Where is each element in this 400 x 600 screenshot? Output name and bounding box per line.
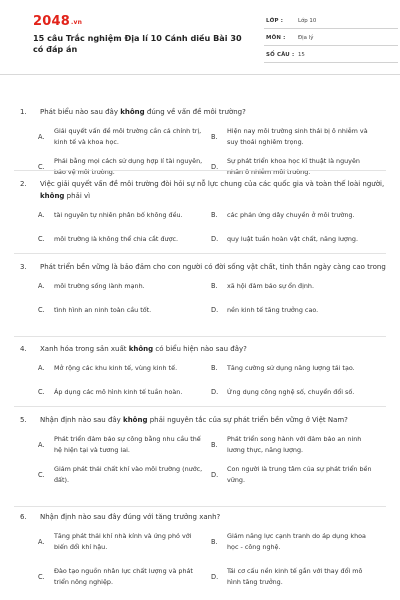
question-text (14, 178, 386, 202)
option-text: Sự phát triển khoa học kĩ thuật là nguyên nhân ô nhiễm môi trường. (227, 157, 360, 176)
option-letter: B. (211, 364, 218, 372)
option-text: Giải quyết vấn đề môi trường cần cả chính trị, kinh tế và khoa học. (54, 127, 202, 146)
option-text: Tăng phát thải khí nhà kính và ứng phó với biến đổi khí hậu. (54, 532, 192, 551)
question-number: 1. (20, 108, 27, 116)
option-letter: C. (38, 388, 45, 396)
question-stem: Nhận định nào sau đây đúng với tăng trưởng xanh? (40, 513, 221, 521)
question-stem: Phát biểu nào sau đây (40, 108, 121, 116)
option-letter: C. (38, 573, 45, 581)
logo-text: 2048 (33, 14, 70, 29)
question-number: 3. (20, 263, 27, 271)
option-text: Phát triển song hành với đảm bảo an ninh lương thực, năng lượng. (227, 435, 362, 454)
meta-row-subject (264, 31, 398, 46)
meta-row-class (264, 14, 398, 29)
option-letter: D. (211, 388, 219, 396)
question-emphasis: không (120, 108, 145, 116)
question-stem-end: phải nguyên tắc của sự phát triển bền vững ở Việt Nam? (147, 416, 348, 424)
question-divider (14, 506, 386, 507)
meta-value: 15 (298, 52, 305, 58)
option-letter: D. (211, 573, 219, 581)
option-text: Ứng dụng công nghệ số, chuyển đổi số. (227, 388, 355, 396)
option-letter: B. (211, 211, 218, 219)
question-text (14, 343, 386, 355)
question-6 (14, 511, 386, 586)
option-letter: A. (38, 364, 45, 372)
option-letter: C. (38, 306, 45, 314)
option-letter: D. (211, 235, 219, 243)
meta-value: Địa lý (298, 35, 314, 41)
option-text: xã hội đảm bảo sự ổn định. (227, 282, 315, 290)
option-letter: C. (38, 163, 45, 171)
option-letter: D. (211, 306, 219, 314)
option-letter: A. (38, 538, 45, 546)
meta-key: LỚP : (266, 18, 284, 24)
question-emphasis: không (40, 192, 65, 200)
meta-row-count (264, 48, 398, 63)
option-letter: A. (38, 211, 45, 219)
meta-value: Lớp 10 (298, 18, 317, 24)
option-text: Con người là trung tâm của sự phát triển bền vững. (227, 465, 372, 484)
question-number: 5. (20, 416, 27, 424)
option-text: Tăng cường sử dụng năng lượng tái tạo. (227, 364, 355, 372)
question-2 (14, 178, 386, 243)
question-stem: Việc giải quyết vấn đề môi trường đòi hỏi sự nỗ lực chung của các quốc gia và toàn thế loài người, (40, 180, 385, 188)
question-4 (14, 343, 386, 396)
option-letter: A. (38, 133, 45, 141)
question-stem: Nhận định nào sau đây (40, 416, 124, 424)
question-divider (14, 253, 386, 254)
option-text: Đào tạo nguồn nhân lực chất lượng và phát triển nông nghiệp. (54, 567, 193, 586)
question-divider (14, 406, 386, 407)
site-logo[interactable] (33, 14, 82, 29)
question-text (14, 414, 386, 426)
worksheet-title: 15 câu Trắc nghiệm Địa lí 10 Cánh diều Bài 30 có đáp án (33, 33, 242, 54)
option-text: Hiện nay môi trường sinh thái bị ô nhiễm và suy thoái nghiêm trọng. (227, 127, 368, 146)
option-letter: A. (38, 282, 45, 290)
option-text: Phải bằng mọi cách sử dụng hợp lí tài nguyên, bảo vệ môi trường. (54, 157, 203, 176)
question-emphasis: không (128, 345, 154, 353)
question-number: 4. (20, 345, 27, 353)
option-letter: B. (211, 133, 218, 141)
option-text: môi trường là không thể chia cắt được. (54, 235, 179, 243)
option-text: các phản ứng dây chuyền ở môi trường. (227, 211, 355, 219)
question-number: 2. (20, 180, 27, 188)
question-divider (14, 170, 386, 171)
question-1 (14, 106, 386, 176)
option-letter: A. (38, 441, 45, 449)
header-divider (0, 74, 400, 75)
option-text: Tái cơ cấu nền kinh tế gắn với thay đổi mô hình tăng trưởng. (227, 567, 363, 586)
option-text: Mở rộng các khu kinh tế, vùng kinh tế. (54, 364, 178, 372)
option-text: tài nguyên tự nhiên phân bố không đều. (54, 211, 183, 219)
question-text (14, 261, 386, 273)
question-stem-end: phải vì (64, 192, 91, 200)
question-text (14, 511, 386, 523)
option-letter: D. (211, 471, 219, 479)
option-text: Giảm năng lực cạnh tranh do áp dụng khoa học - công nghệ. (227, 532, 366, 551)
question-stem-end: có biểu hiện nào sau đây? (153, 345, 247, 353)
question-stem: Phát triển bền vững là bảo đảm cho con người có đời sống vật chất, tinh thần ngày càng cao trong (40, 263, 386, 271)
option-letter: B. (211, 441, 218, 449)
option-text: Giảm phát thải chất khí vào môi trường (nước, đất). (54, 465, 203, 484)
worksheet-header (14, 0, 386, 68)
option-text: nền kinh tế tăng trưởng cao. (227, 306, 319, 314)
question-stem: Xanh hóa trong sản xuất (40, 345, 129, 353)
option-letter: D. (211, 163, 219, 171)
question-number: 6. (20, 513, 27, 521)
option-text: tình hình an ninh toàn cầu tốt. (54, 306, 152, 314)
question-3 (14, 261, 386, 314)
meta-key: MÔN : (266, 35, 286, 41)
option-text: Phát triển đảm bảo sự công bằng nhu cầu thế hệ hiện tại và tương lai. (54, 435, 201, 454)
option-letter: C. (38, 471, 45, 479)
option-letter: B. (211, 282, 218, 290)
logo-suffix: .vn (70, 19, 83, 26)
option-letter: C. (38, 235, 45, 243)
option-text: quy luật tuần hoàn vật chất, năng lượng. (227, 235, 358, 243)
option-letter: B. (211, 538, 218, 546)
question-emphasis: không (123, 416, 148, 424)
worksheet-meta (264, 14, 398, 63)
meta-key: SỐ CÂU : (266, 52, 295, 58)
question-divider (14, 336, 386, 337)
option-text: Áp dụng các mô hình kinh tế tuần hoàn. (54, 388, 183, 396)
question-text (14, 106, 386, 118)
option-text: môi trường sống lành mạnh. (54, 282, 145, 290)
question-5 (14, 414, 386, 484)
question-stem-end: đúng về vấn đề môi trường? (144, 108, 246, 116)
